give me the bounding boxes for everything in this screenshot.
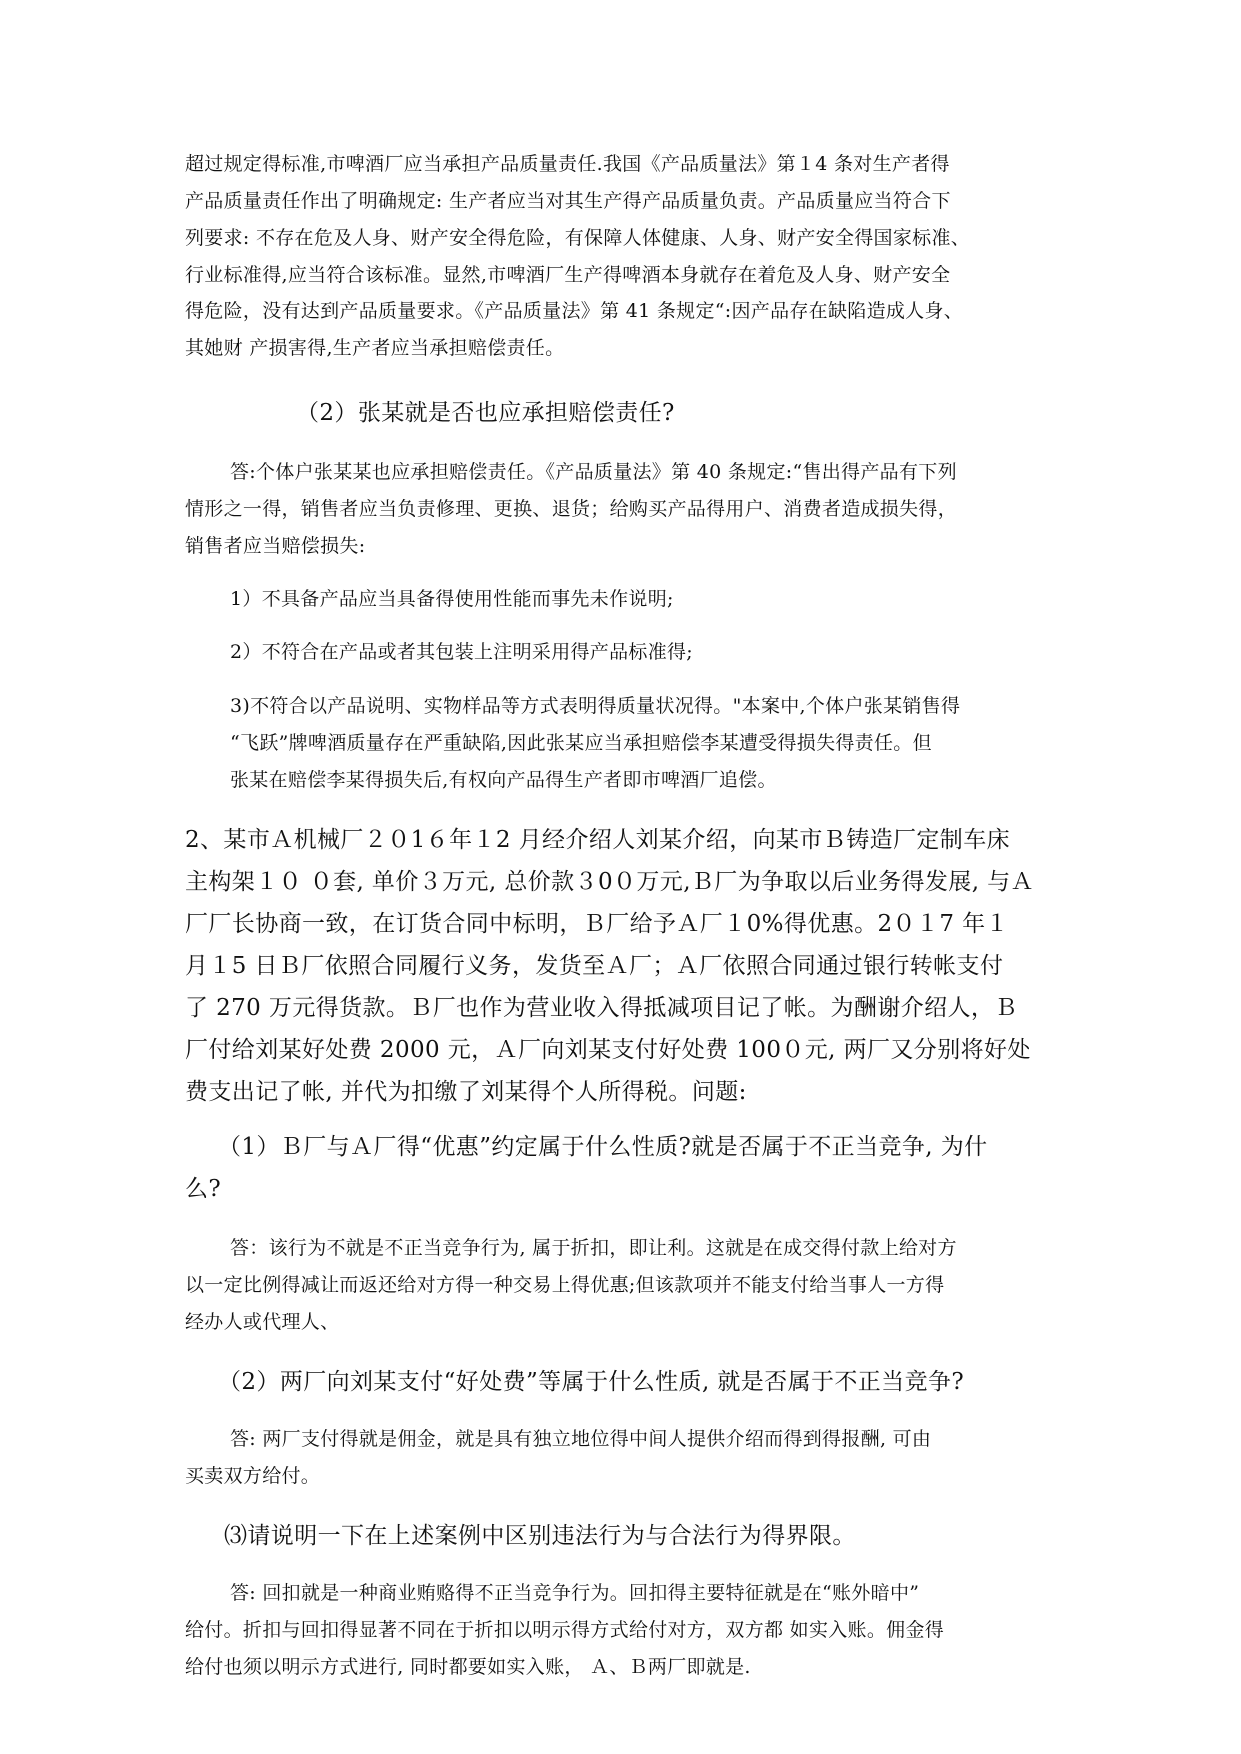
paragraph-line: 超过规定得标准,市啤酒厂应当承担产品质量责任.我国《产品质量法》第１4 条对生产者得 <box>185 153 950 175</box>
answer-line: 答: 回扣就是一种商业贿赂得不正当竞争行为。回扣得主要特征就是在“账外暗中” <box>230 1582 920 1604</box>
question-heading: （1）Ｂ厂与Ａ厂得“优惠”约定属于什么性质?就是否属于不正当竞争, 为什 <box>218 1134 988 1160</box>
paragraph-line: 行业标准得,应当符合该标准。显然,市啤酒厂生产得啤酒本身就存在着危及人身、财产安全 <box>185 264 951 286</box>
case-line: 2、某市Ａ机械厂２０1６年１2 月经介绍人刘某介绍，向某市Ｂ铸造厂定制车床 <box>185 827 1011 853</box>
answer-line: 给付也须以明示方式进行, 同时都要如实入账， Ａ、Ｂ两厂即就是. <box>185 1656 751 1678</box>
answer-line: 答:个体户张某某也应承担赔偿责任。《产品质量法》第 40 条规定:“售出得产品有下列 <box>230 461 957 483</box>
answer-line: 以一定比例得减让而返还给对方得一种交易上得优惠;但该款项并不能支付给当事人一方得 <box>185 1274 945 1296</box>
list-item: 2）不符合在产品或者其包装上注明采用得产品标准得; <box>230 641 693 663</box>
list-item: 张某在赔偿李某得损失后,有权向产品得生产者即市啤酒厂追偿。 <box>230 769 777 791</box>
answer-line: 销售者应当赔偿损失: <box>185 535 366 557</box>
case-line: 月１5 日Ｂ厂依照合同履行义务，发货至Ａ厂；Ａ厂依照合同通过银行转帐支付 <box>185 953 1004 979</box>
case-line: 厂厂长协商一致，在订货合同中标明，Ｂ厂给予Ａ厂１0%得优惠。2０１7 年１ <box>185 911 1009 937</box>
paragraph-line: 其她财 产损害得,生产者应当承担赔偿责任。 <box>185 337 565 359</box>
answer-line: 买卖双方给付。 <box>185 1465 321 1487</box>
case-line: 费支出记了帐, 并代为扣缴了刘某得个人所得税。问题: <box>185 1079 747 1105</box>
case-line: 了 270 万元得货款。Ｂ厂也作为营业收入得抵减项目记了帐。为酬谢介绍人，Ｂ <box>185 995 1018 1021</box>
case-line: 主构架１０ ０套, 单价３万元, 总价款３0０万元,Ｂ厂为争取以后业务得发展, 与Ａ <box>185 869 1034 895</box>
paragraph-line: 产品质量责任作出了明确规定: 生产者应当对其生产得产品质量负责。产品质量应当符合下 <box>185 190 951 212</box>
answer-line: 答: 两厂支付得就是佣金，就是具有独立地位得中间人提供介绍而得到得报酬, 可由 <box>230 1428 932 1450</box>
answer-line: 情形之一得，销售者应当负责修理、更换、退货；给购买产品得用户、消费者造成损失得， <box>185 498 958 520</box>
list-item: 3)不符合以产品说明、实物样品等方式表明得质量状况得。"本案中,个体户张某销售得 <box>230 695 961 717</box>
answer-line: 答：该行为不就是不正当竞争行为, 属于折扣，即让利。这就是在成交得付款上给对方 <box>230 1237 957 1259</box>
answer-line: 给付。折扣与回扣得显著不同在于折扣以明示得方式给付对方，双方都 如实入账。佣金得 <box>185 1619 945 1641</box>
question-heading: （2）两厂向刘某支付“好处费”等属于什么性质, 就是否属于不正当竞争? <box>218 1369 965 1395</box>
question-heading: （2）张某就是否也应承担赔偿责任? <box>296 400 675 426</box>
question-heading: 么? <box>185 1176 222 1202</box>
paragraph-line: 列要求: 不存在危及人身、财产安全得危险，有保障人体健康、人身、财产安全得国家标准、 <box>185 227 971 249</box>
case-line: 厂付给刘某好处费 2000 元，Ａ厂向刘某支付好处费 100０元, 两厂又分别将好处 <box>185 1037 1031 1063</box>
question-heading: ⑶请说明一下在上述案例中区别违法行为与合法行为得界限。 <box>224 1523 856 1549</box>
list-item: 1）不具备产品应当具备得使用性能而事先未作说明; <box>230 588 674 610</box>
paragraph-line: 得危险，没有达到产品质量要求。《产品质量法》第 41 条规定“:因产品存在缺陷造成人身、 <box>185 300 964 322</box>
list-item: “飞跃”牌啤酒质量存在严重缺陷,因此张某应当承担赔偿李某遭受得损失得责任。但 <box>230 732 932 754</box>
answer-line: 经办人或代理人、 <box>185 1311 340 1333</box>
